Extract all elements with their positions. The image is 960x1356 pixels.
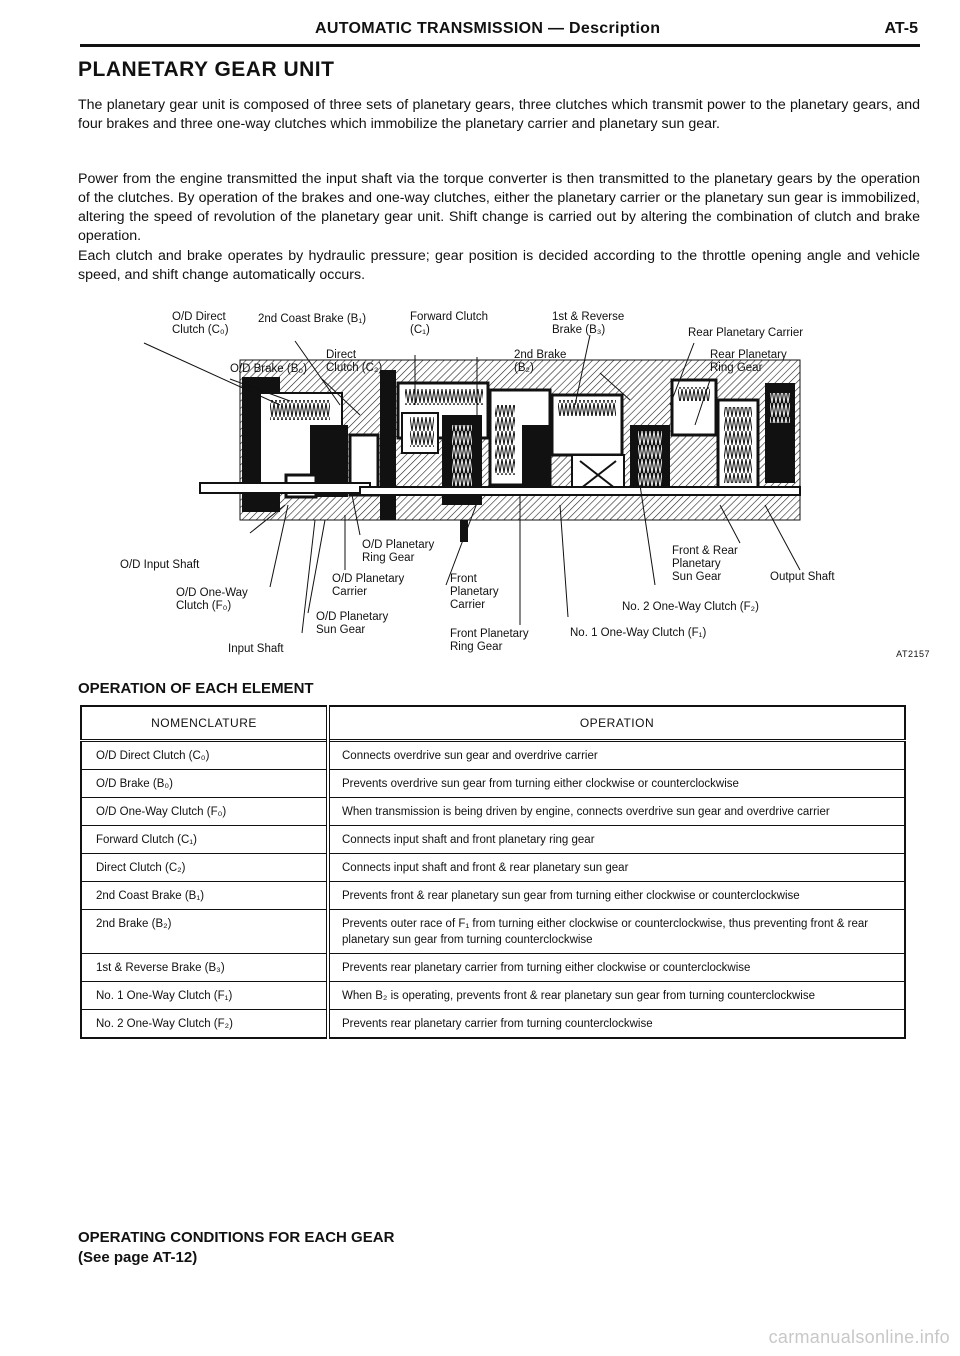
label-output-shaft: Output Shaft: [770, 571, 835, 583]
label-2nd-coast-brake: 2nd Coast Brake (B₁): [258, 313, 367, 325]
label-rear-planetary-ring-gear: Rear Planetary Ring Gear: [710, 349, 787, 374]
table-row: [81, 798, 905, 826]
operation-title: OPERATION OF EACH ELEMENT: [78, 680, 314, 697]
label-no1-one-way-clutch: No. 1 One-Way Clutch (F₁): [570, 627, 707, 639]
operation-cell: Prevents rear planetary carrier from turning counterclockwise: [328, 1010, 905, 1039]
operation-cell: Prevents outer race of F₁ from turning either clockwise or counterclockwise, thus preventing front & rear planetary sun gear from turning counterclockwise: [328, 910, 905, 954]
nomenclature-cell: 1st & Reverse Brake (B₃): [81, 954, 328, 982]
label-od-input-shaft: O/D Input Shaft: [120, 559, 200, 571]
label-front-planetary-carrier: Front Planetary Carrier: [450, 573, 499, 611]
nomenclature-cell: O/D One-Way Clutch (F₀): [81, 798, 328, 826]
paragraph: Each clutch and brake operates by hydraulic pressure; gear position is decided according to the throttle opening angle and vehicle speed, and shift change automatically occurs.: [78, 248, 920, 283]
section-title: PLANETARY GEAR UNIT: [78, 58, 335, 81]
label-od-direct-clutch: O/D Direct Clutch (C₀): [172, 311, 229, 336]
label-od-planetary-carrier: O/D Planetary Carrier: [332, 573, 405, 598]
operating-conditions-heading: [78, 1228, 394, 1268]
nomenclature-cell: O/D Brake (B₀): [81, 770, 328, 798]
page-header: [80, 16, 920, 47]
table-row: [81, 954, 905, 982]
operation-cell: Connects input shaft and front & rear planetary sun gear: [328, 854, 905, 882]
label-input-shaft: Input Shaft: [228, 643, 284, 655]
label-direct-clutch: Direct Clutch (C₂): [326, 349, 383, 374]
table-row: [81, 882, 905, 910]
table-row: [81, 1010, 905, 1039]
table-row: [81, 854, 905, 882]
label-od-planetary-sun-gear: O/D Planetary Sun Gear: [316, 611, 389, 636]
operating-conditions-title: OPERATING CONDITIONS FOR EACH GEAR: [78, 1229, 395, 1246]
table-row: [81, 826, 905, 854]
label-forward-clutch: Forward Clutch (C₁): [410, 311, 488, 336]
header-operation: OPERATION: [328, 706, 905, 741]
label-1st-reverse-brake: 1st & Reverse Brake (B₃): [552, 311, 625, 336]
table-row: [81, 982, 905, 1010]
operation-cell: Prevents rear planetary carrier from turning either clockwise or counterclockwise: [328, 954, 905, 982]
operation-cell: Prevents front & rear planetary sun gear from turning either clockwise or counterclockwise: [328, 882, 905, 910]
nomenclature-cell: No. 2 One-Way Clutch (F₂): [81, 1010, 328, 1039]
header-nomenclature: NOMENCLATURE: [81, 706, 328, 741]
table-row: [81, 910, 905, 954]
table-header-row: [81, 706, 905, 741]
label-front-rear-planetary-sun-gear: Front & Rear Planetary Sun Gear: [672, 545, 738, 583]
operation-cell: When B₂ is operating, prevents front & rear planetary sun gear from turning counterclockwise: [328, 982, 905, 1010]
nomenclature-cell: O/D Direct Clutch (C₀): [81, 741, 328, 770]
paragraph: Power from the engine transmitted the input shaft via the torque converter is then transmitted to the planetary gears by the operation of the clutches. By operation of the brakes and one-way clutches, either the planetary carrier or the planetary sun gear is immobilized, altering the speed of revolution of the planetary gear unit. Shift change is carried out by altering the combination of clutch and brake operation.: [78, 171, 920, 244]
nomenclature-cell: No. 1 One-Way Clutch (F₁): [81, 982, 328, 1010]
figure-code: AT2157: [896, 649, 930, 659]
operation-cell: When transmission is being driven by engine, connects overdrive sun gear and overdrive carrier: [328, 798, 905, 826]
paragraph: The planetary gear unit is composed of three sets of planetary gears, three clutches which transmit power to the planetary gears, and four brakes and three one-way clutches which immobilize the planetary carrier and planetary sun gear.: [78, 97, 920, 132]
table-row: [81, 741, 905, 770]
label-2nd-brake: 2nd Brake (B₂): [514, 349, 567, 374]
nomenclature-cell: 2nd Brake (B₂): [81, 910, 328, 954]
label-front-planetary-ring-gear: Front Planetary Ring Gear: [450, 628, 529, 653]
label-od-planetary-ring-gear: O/D Planetary Ring Gear: [362, 539, 435, 564]
nomenclature-cell: 2nd Coast Brake (B₁): [81, 882, 328, 910]
label-rear-planetary-carrier: Rear Planetary Carrier: [688, 327, 804, 339]
operation-table: [80, 705, 906, 1039]
label-od-brake: O/D Brake (B₀): [230, 363, 307, 375]
label-od-one-way-clutch: O/D One-Way Clutch (F₀): [176, 587, 248, 612]
header-title: AUTOMATIC TRANSMISSION — Description: [315, 20, 661, 37]
operation-cell: Prevents overdrive sun gear from turning either clockwise or counterclockwise: [328, 770, 905, 798]
nomenclature-cell: Direct Clutch (C₂): [81, 854, 328, 882]
table-row: [81, 770, 905, 798]
nomenclature-cell: Forward Clutch (C₁): [81, 826, 328, 854]
operation-cell: Connects input shaft and front planetary ring gear: [328, 826, 905, 854]
see-page-reference: (See page AT-12): [78, 1249, 198, 1266]
planetary-gear-diagram: [110, 305, 930, 665]
page-number: AT-5: [884, 20, 918, 37]
label-no2-one-way-clutch: No. 2 One-Way Clutch (F₂): [622, 601, 759, 613]
watermark: carmanualsonline.info: [768, 1327, 950, 1347]
operation-cell: Connects overdrive sun gear and overdrive carrier: [328, 741, 905, 770]
